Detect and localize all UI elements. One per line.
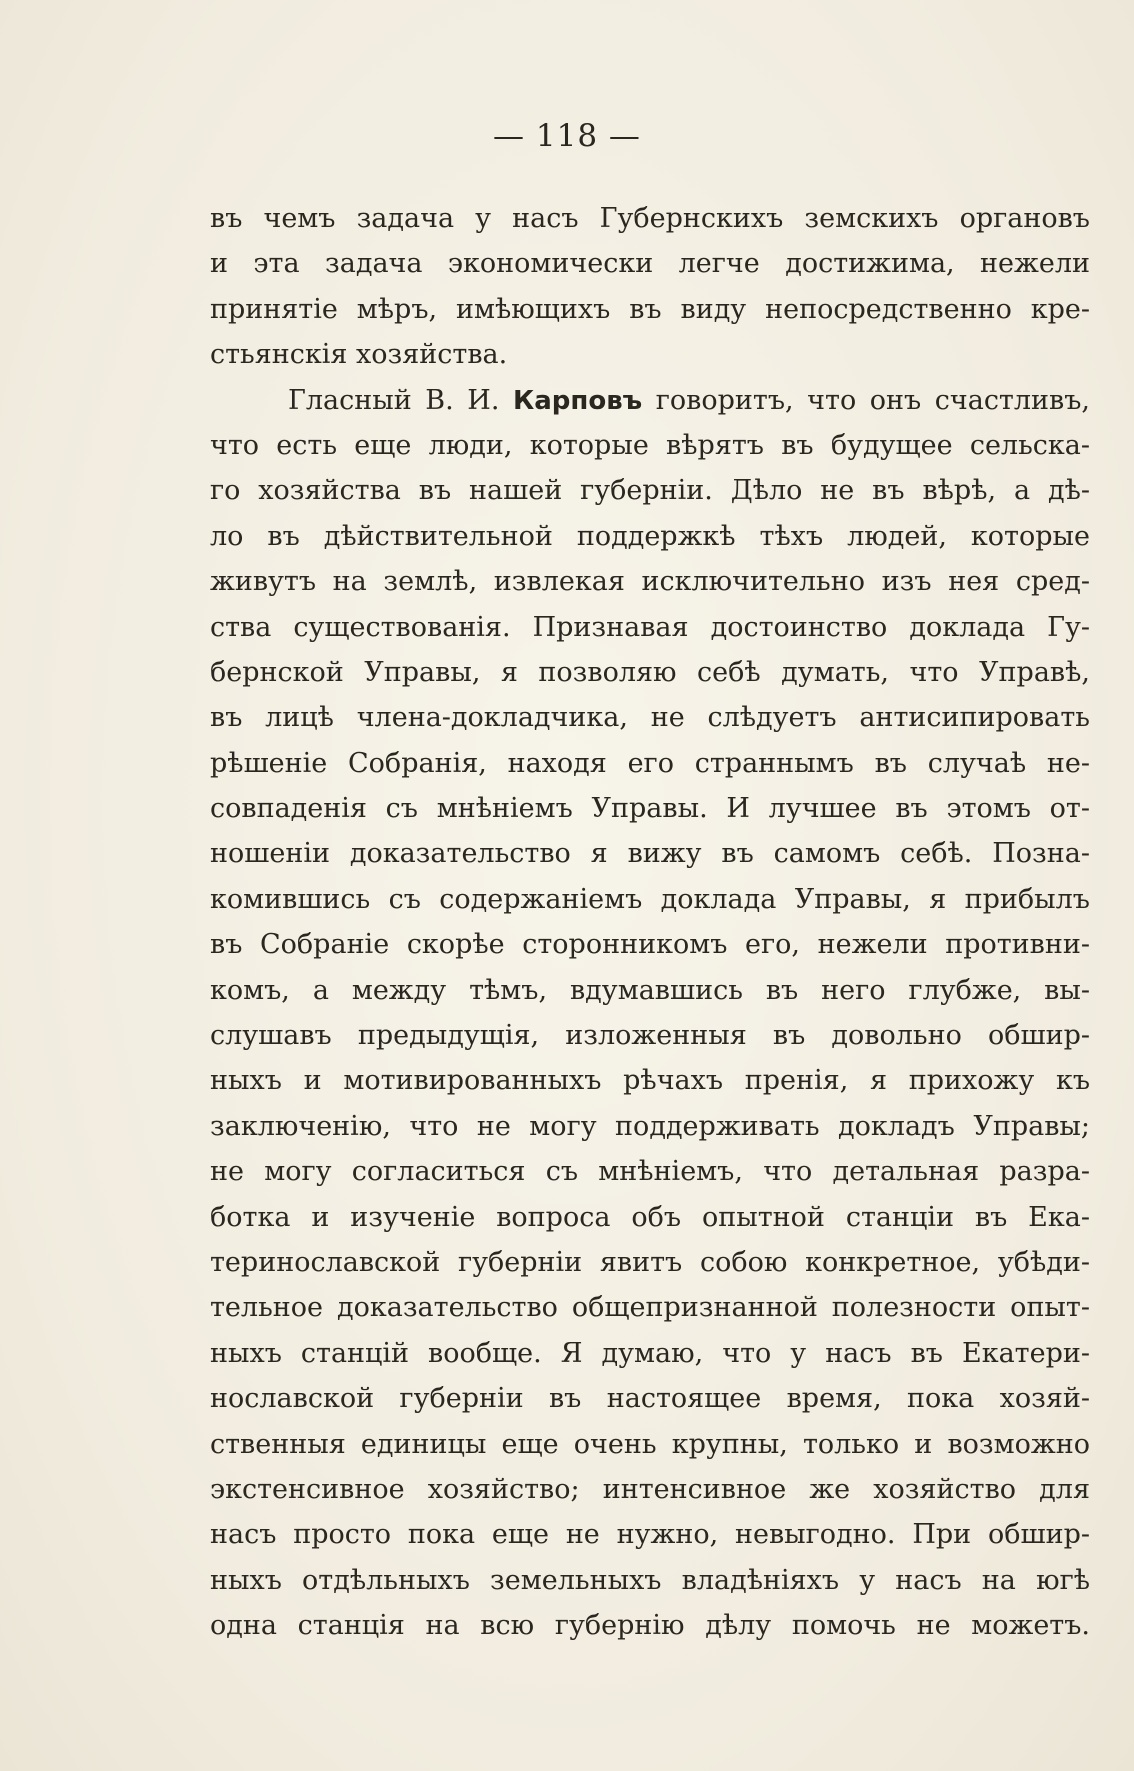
text-line: насъ просто пока еще не нужно, невыгодно. При обшир- [210, 1519, 1090, 1551]
text-line: ственныя единицы еще очень крупны, только и возможно [210, 1428, 1090, 1460]
text-line: одна станція на всю губернію дѣлу помочь не можетъ. [210, 1610, 1090, 1642]
text-line: и эта задача экономически легче достижима, нежели [210, 248, 1090, 280]
text-line: рѣшеніе Собранія, находя его страннымъ въ случаѣ не- [210, 747, 1090, 779]
text-line: го хозяйства въ нашей губерніи. Дѣло не въ вѣрѣ, а дѣ- [210, 475, 1090, 507]
paragraph-2 [210, 378, 1090, 1649]
text-line: ботка и изученіе вопроса объ опытной станціи въ Ека- [210, 1201, 1090, 1233]
text-line: ныхъ и мотивированныхъ рѣчахъ пренія, я прихожу къ [210, 1065, 1090, 1097]
text-line: комившись съ содержаніемъ доклада Управы, я прибылъ [210, 883, 1090, 915]
text-line: въ лицѣ члена-докладчика, не слѣдуетъ антисипировать [210, 702, 1090, 734]
text-line: слушавъ предыдущія, изложенныя въ довольно обшир- [210, 1020, 1090, 1052]
speaker-intro: Гласный В. И. [288, 384, 500, 416]
text-line: не могу согласиться съ мнѣніемъ, что детальная разра- [210, 1156, 1090, 1188]
text-line-first [210, 378, 1090, 423]
text-line: экстенсивное хозяйство; интенсивное же хозяйство для [210, 1473, 1090, 1505]
text-line: въ чемъ задача у насъ Губернскихъ земскихъ органовъ [210, 203, 1090, 234]
text-line: живутъ на землѣ, извлекая исключительно изъ нея сред- [210, 566, 1090, 598]
page-number: — 118 — [493, 118, 641, 154]
text-line: тельное доказательство общепризнанной полезности опыт- [210, 1292, 1090, 1324]
text-line: совпаденія съ мнѣніемъ Управы. И лучшее въ этомъ от- [210, 793, 1090, 825]
text-line: теринославской губерніи явитъ собою конкретное, убѣди- [210, 1246, 1090, 1278]
paragraph-1 [210, 196, 1090, 378]
speaker-verb: говоритъ, что онъ счастливъ, [655, 384, 1090, 416]
text-line: ло въ дѣйствительной поддержкѣ тѣхъ людей, которые [210, 520, 1090, 552]
text-line: что есть еще люди, которые вѣрятъ въ будущее сельска- [210, 429, 1090, 461]
text-line: принятіе мѣръ, имѣющихъ въ виду непосредственно кре- [210, 293, 1090, 325]
text-line: заключенію, что не могу поддерживать докладъ Управы; [210, 1110, 1090, 1142]
text-line: стьянскія хозяйства. [210, 339, 508, 371]
speaker-name: Карповъ [512, 385, 643, 416]
text-line: ношеніи доказательство я вижу въ самомъ себѣ. Позна- [210, 838, 1090, 870]
text-line: ныхъ станцій вообще. Я думаю, что у насъ въ Екатери- [210, 1337, 1090, 1369]
text-line: ныхъ отдѣльныхъ земельныхъ владѣніяхъ у насъ на югѣ [210, 1564, 1090, 1596]
text-line: комъ, а между тѣмъ, вдумавшись въ него глубже, вы- [210, 974, 1090, 1006]
text-line: въ Собраніе скорѣе сторонникомъ его, нежели противни- [210, 929, 1090, 961]
text-line: нославской губерніи въ настоящее время, пока хозяй- [210, 1383, 1090, 1415]
text-line: ства существованія. Признавая достоинство доклада Гу- [210, 611, 1090, 643]
text-line: бернской Управы, я позволяю себѣ думать, что Управѣ, [210, 656, 1090, 688]
body-text [210, 196, 1090, 1649]
